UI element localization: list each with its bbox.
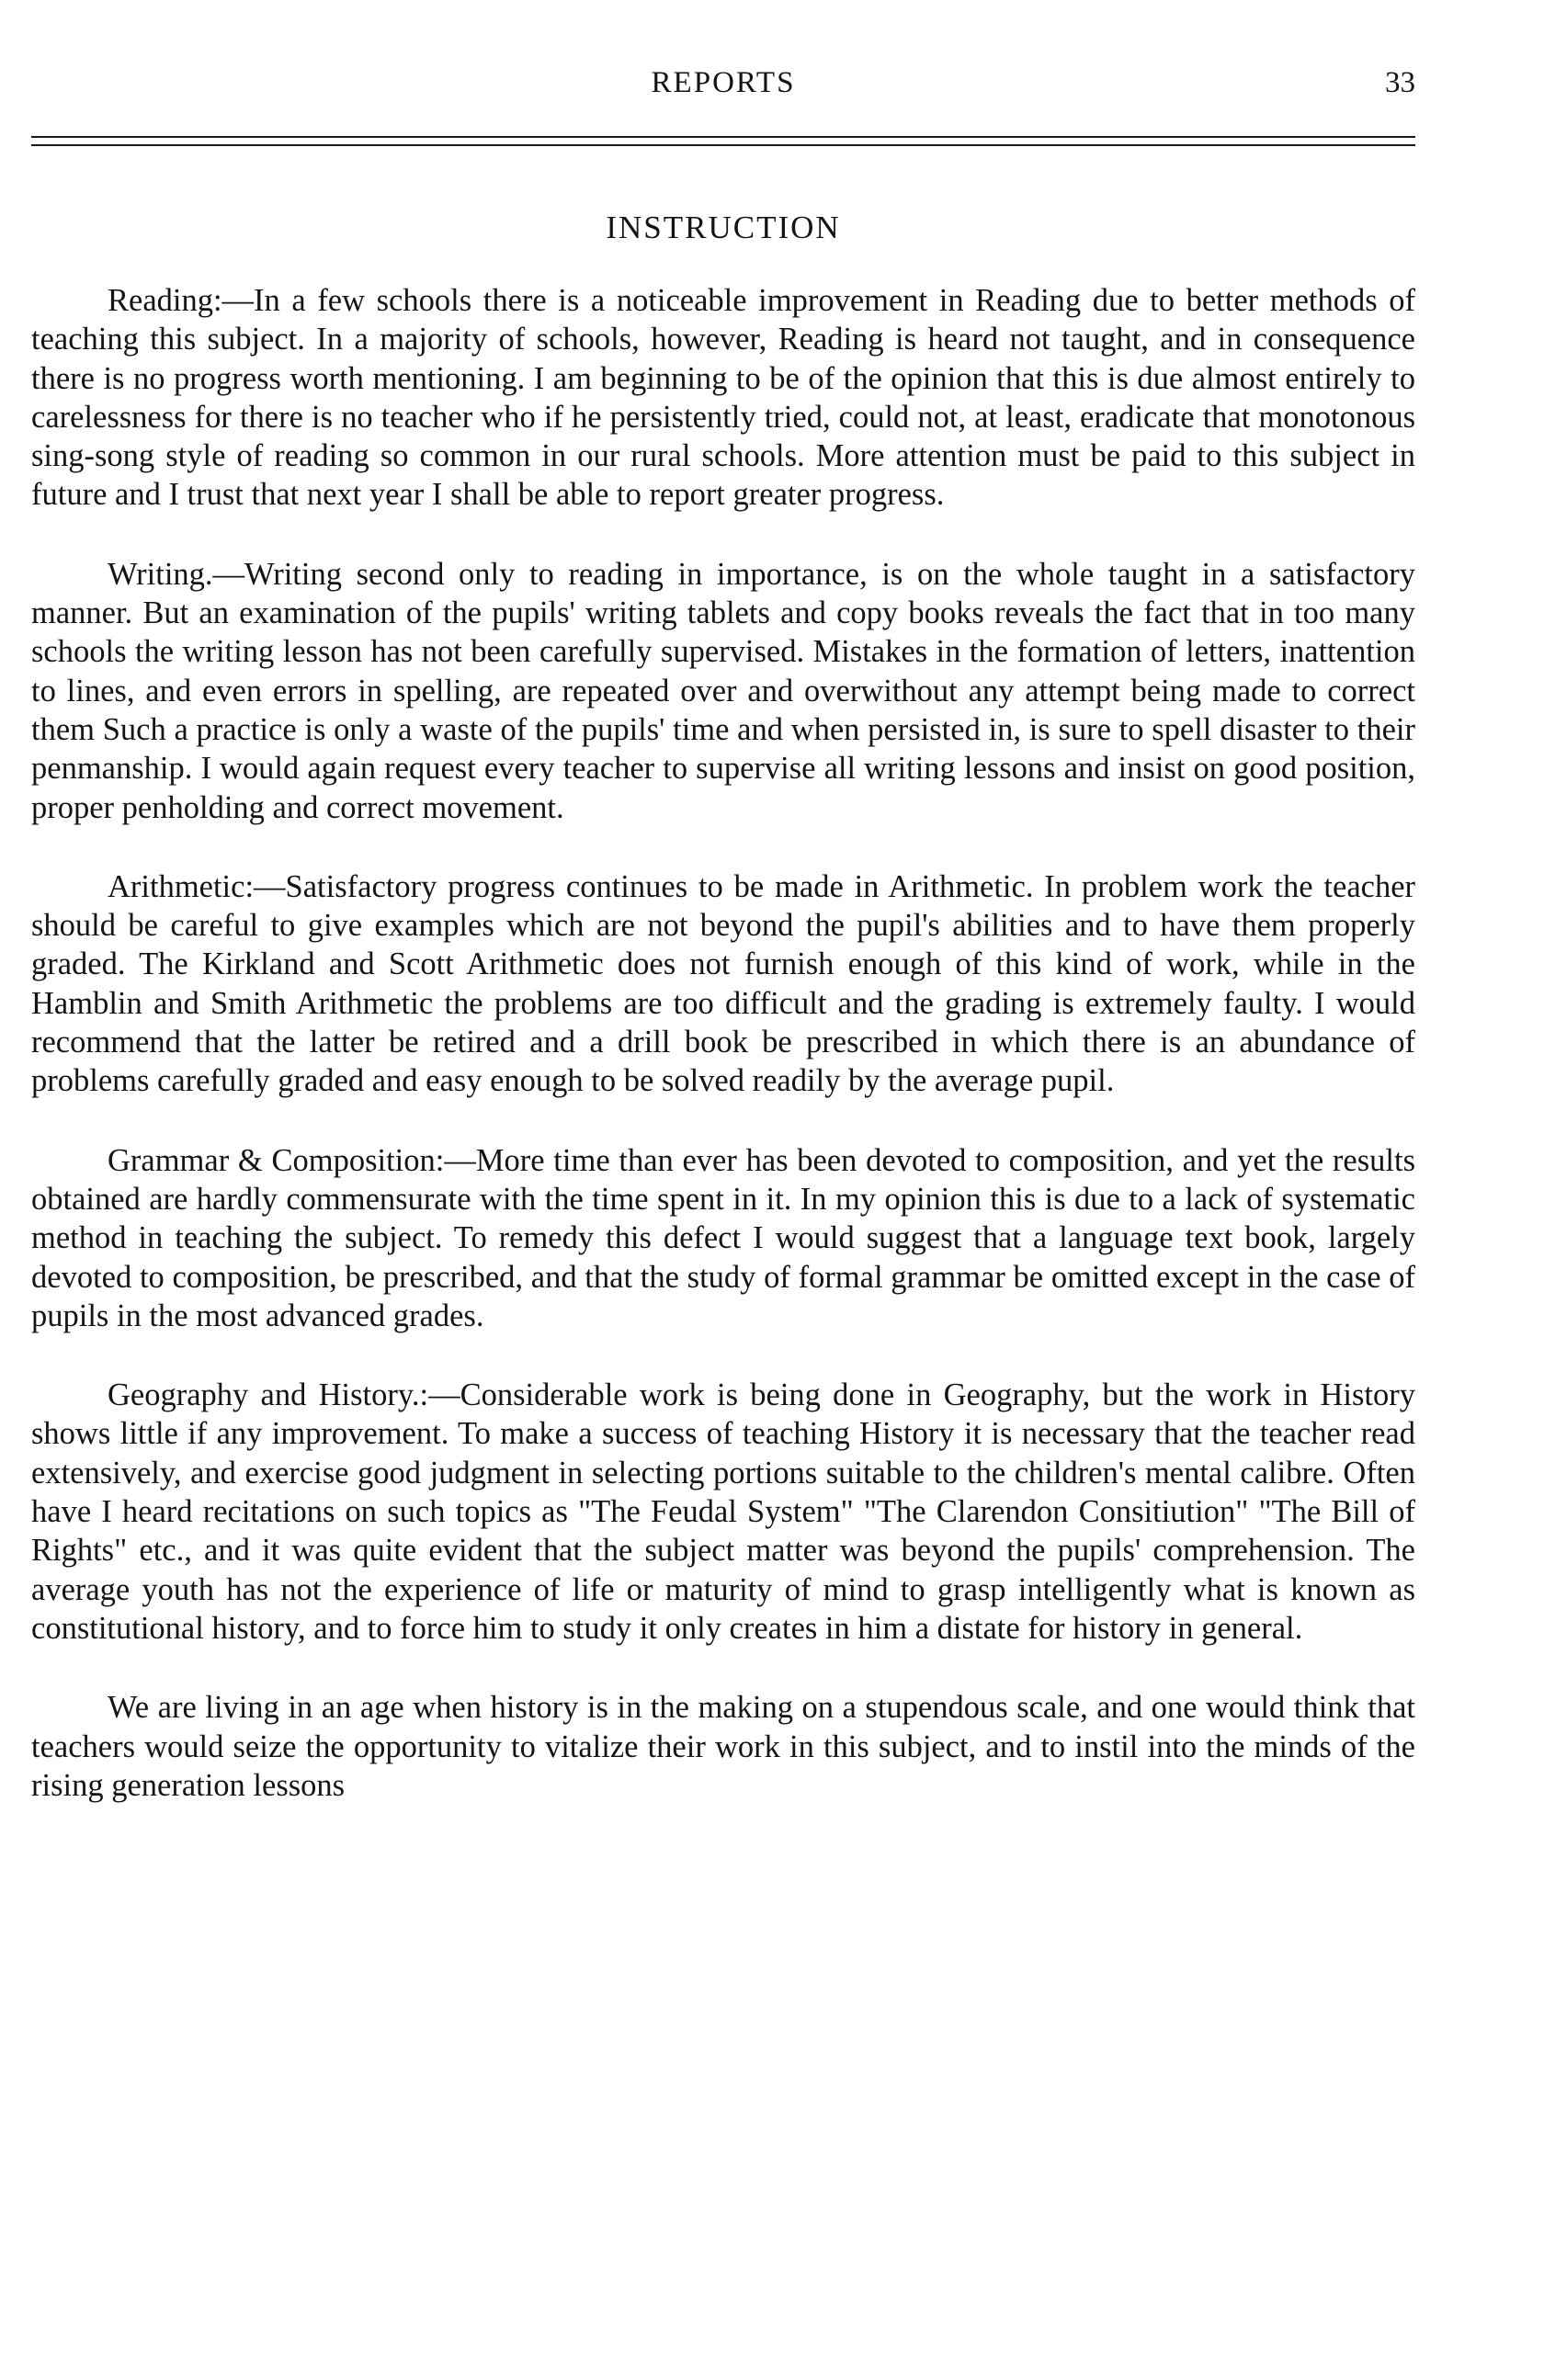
page-number: 33	[1385, 66, 1415, 99]
paragraph-reading: Reading:—In a few schools there is a noticeable improvement in Reading due to better methods of teaching this subject. In a majority of schools, however, Reading is heard not taught, and in consequence there is no progress worth mentioning. I am beginning to be of the opinion that this is due almost entirely to carelessness for there is no teacher who if he persistently tried, could not, at least, eradicate that monotonous sing-song style of reading so common in our rural schools. More attention must be paid to this subject in future and I trust that next year I shall be able to report greater progress.	[31, 283, 1415, 513]
header-rule-top	[31, 136, 1415, 138]
section-title: INSTRUCTION	[606, 210, 841, 245]
running-title: REPORTS	[651, 66, 796, 99]
paragraph-history-continued: We are living in an age when history is in the making on a stupendous scale, and one would think that teachers would seize the opportunity to vitalize their work in this subject, and to instil into the minds of the rising generation lessons	[31, 1690, 1415, 1803]
paragraph-geography-history: Geography and History.:—Considerable work is being done in Geography, but the work in History shows little if any improvement. To make a success of teaching History it is necessary that the teacher read extensively, and exercise good judgment in selecting portions suitable to the children's mental calibre. Often have I heard recitations on such topics as "The Feudal System" "The Clarendon Consitiution" "The Bill of Rights" etc., and it was quite evident that the subject matter was beyond the pupils' comprehension. The average youth has not the experience of life or maturity of mind to grasp intelligently what is known as constitutional history, and to force him to study it only creates in him a distate for history in general.	[31, 1377, 1415, 1646]
paragraph-grammar-composition: Grammar & Composition:—More time than ever has been devoted to composition, and yet the results obtained are hardly commensurate with the time spent in it. In my opinion this is due to a lack of systematic method in teaching the subject. To remedy this defect I would suggest that a language text book, largely devoted to composition, be prescribed, and that the study of formal grammar be omitted except in the case of pupils in the most advanced grades.	[31, 1142, 1415, 1333]
paragraph-arithmetic: Arithmetic:—Satisfactory progress continues to be made in Arithmetic. In problem work the teacher should be careful to give examples which are not beyond the pupil's abilities and to have them properly graded. The Kirkland and Scott Arithmetic does not furnish enough of this kind of work, while in the Hamblin and Smith Arithmetic the problems are too difficult and the grading is extremely faulty. I would recommend that the latter be retired and a drill book be prescribed in which there is an abundance of problems carefully graded and easy enough to be solved readily by the average pupil.	[31, 868, 1415, 1099]
running-header	[31, 66, 1415, 112]
header-rule-bottom	[31, 144, 1415, 146]
paragraph-writing: Writing.—Writing second only to reading in importance, is on the whole taught in a satisfactory manner. But an examination of the pupils' writing tablets and copy books reveals the fact that in too many schools the writing lesson has not been carefully supervised. Mistakes in the formation of letters, inattention to lines, and even errors in spelling, are repeated over and overwithout any attempt being made to correct them Such a practice is only a waste of the pupils' time and when persisted in, is sure to spell disaster to their penmanship. I would again request every teacher to supervise all writing lessons and insist on good position, proper penholding and correct movement.	[31, 556, 1415, 825]
body-text	[31, 281, 1415, 1805]
